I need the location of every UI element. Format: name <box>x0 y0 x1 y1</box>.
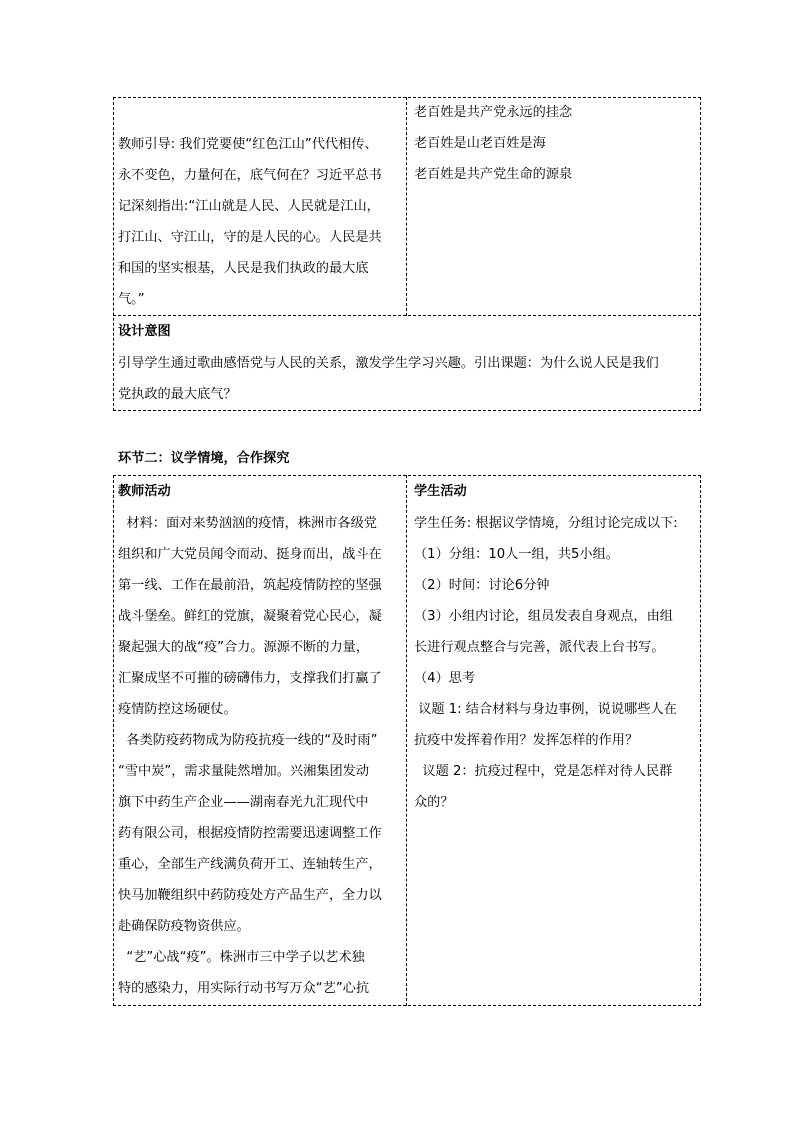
teacher-line: 和国的坚实根基，人民是我们执政的最大底 <box>118 261 369 276</box>
student-line: 学生任务: 根据议学情境，分组讨论完成以下: <box>414 516 678 531</box>
teacher-line: 材料：面对来势汹汹的疫情，株洲市各级党 <box>118 516 377 531</box>
teacher-line: 永不变色，力量何在，底气何在？习近平总书 <box>118 168 382 183</box>
teacher-line: 气。” <box>118 292 145 307</box>
design-title: 设计意图 <box>118 324 171 339</box>
teacher-line: “艺”心战“疫”。株洲市三中学子以艺术独 <box>118 950 365 965</box>
teacher-line: 第一线、工作在最前沿，筑起疫情防控的坚强 <box>118 578 382 593</box>
teacher-line: 药有限公司，根据疫情防控需要迅速调整工作 <box>118 826 382 841</box>
student-activity-title: 学生活动 <box>414 484 467 499</box>
teacher-line: “雪中炭”，需求量陡然增加。兴湘集团发动 <box>118 764 370 779</box>
student-line: 抗疫中发挥着作用？发挥怎样的作用？ <box>414 733 639 748</box>
student-line: 议题 2：抗疫过程中，党是怎样对待人民群 <box>414 764 673 779</box>
table-1-row-divider <box>113 315 701 316</box>
student-line: 议题 1: 结合材料与身边事例，说说哪些人在 <box>414 702 677 717</box>
teacher-line: 特的感染力，用实际行动书写万众“艺”心抗 <box>118 981 370 996</box>
teacher-line: 战斗堡垒。鲜红的党旗，凝聚着党心民心，凝 <box>118 609 382 624</box>
teacher-line: 记深刻指出:“江山就是人民、人民就是江山， <box>118 199 380 214</box>
teacher-line: 快马加鞭组织中药防疫处方产品生产，全力以 <box>118 888 382 903</box>
student-line: 老百姓是共产党永远的挂念 <box>414 105 573 120</box>
teacher-line: 组织和广大党员闻令而动、挺身而出，战斗在 <box>118 547 382 562</box>
teacher-line: 赴确保防疫物资供应。 <box>118 919 250 934</box>
student-line: 老百姓是山老百姓是海 <box>414 136 546 151</box>
student-line: （1）分组：10人一组，共5小组。 <box>414 547 619 562</box>
student-line: （2）时间：讨论6分钟 <box>414 578 550 593</box>
teacher-line: 各类防疫药物成为防疫抗疫一线的“及时雨” <box>118 733 378 748</box>
design-line: 引导学生通过歌曲感悟党与人民的关系，激发学生学习兴趣。引出课题：为什么说人民是我们 <box>118 356 659 371</box>
student-line: （3）小组内讨论，组员发表自身观点，由组 <box>414 609 673 624</box>
table-1-divider <box>406 97 407 316</box>
teacher-line: 疫情防控这场硬仗。 <box>118 702 237 717</box>
teacher-line: 汇聚成坚不可摧的磅礴伟力，支撑我们打赢了 <box>118 671 382 686</box>
table-2-divider <box>406 475 407 1006</box>
student-line: （4）思考 <box>414 671 476 686</box>
teacher-line: 聚起强大的战“疫”合力。源源不断的力量， <box>118 640 370 655</box>
design-line: 党执政的最大底气？ <box>118 387 237 402</box>
teacher-line: 教师引导: 我们党要使“红色江山”代代相传、 <box>118 137 378 152</box>
teacher-line: 打江山、守江山，守的是人民的心。人民是共 <box>118 230 382 245</box>
section-2-heading: 环节二：议学情境，合作探究 <box>118 451 290 466</box>
teacher-line: 旗下中药生产企业——湖南春光九汇现代中 <box>118 795 369 810</box>
student-line: 老百姓是共产党生命的源泉 <box>414 167 573 182</box>
student-line: 长进行观点整合与完善，派代表上台书写。 <box>414 640 665 655</box>
teacher-activity-title: 教师活动 <box>118 484 171 499</box>
teacher-line: 重心，全部生产线满负荷开工、连轴转生产， <box>118 857 382 872</box>
student-line: 众的？ <box>414 795 454 810</box>
